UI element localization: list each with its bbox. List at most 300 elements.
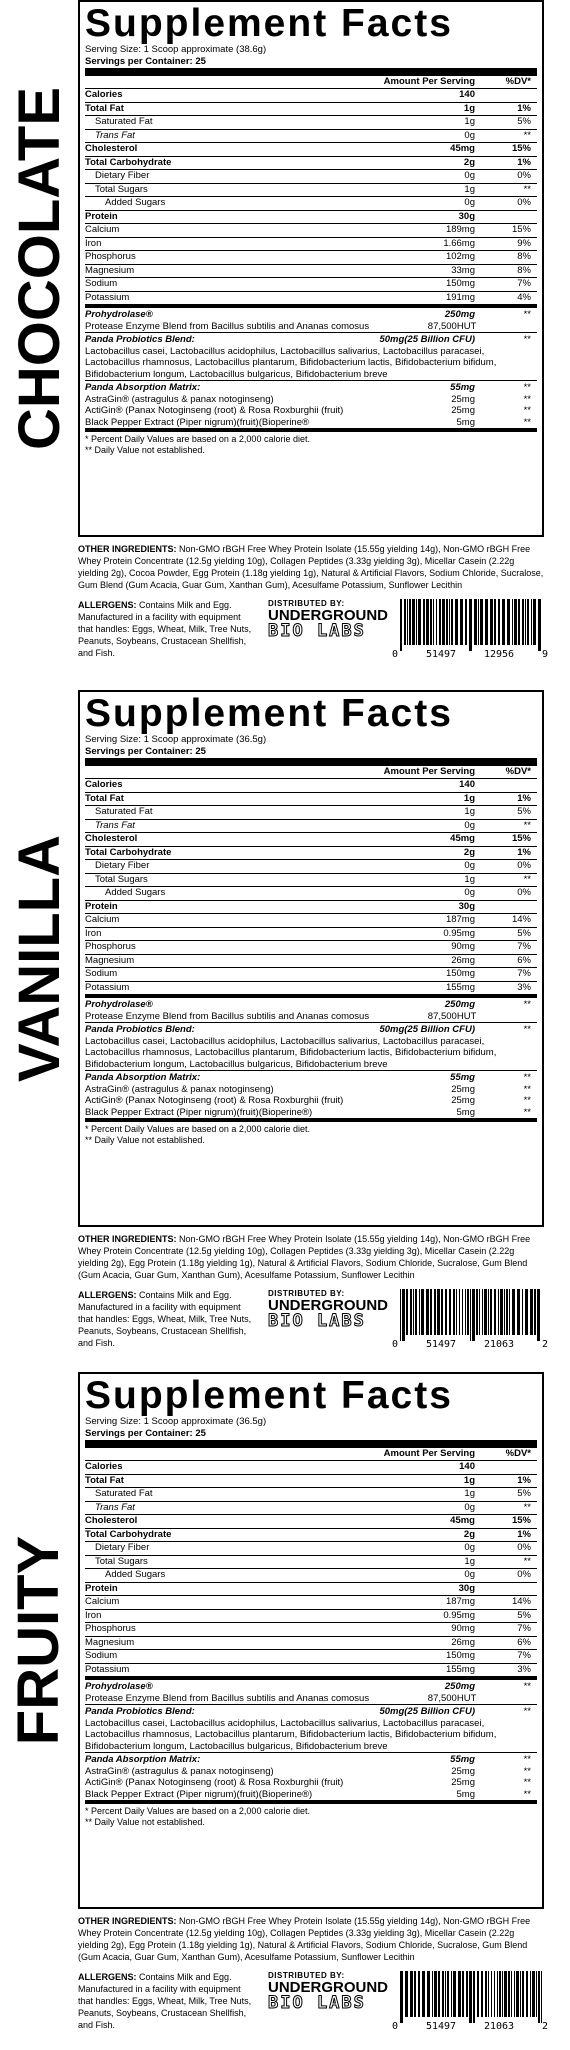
probiotics-block <box>85 1022 537 1070</box>
barcode-bar <box>470 1289 471 1341</box>
barcode-bar <box>479 1289 480 1335</box>
header-dv: %DV* <box>505 766 531 777</box>
barcode-icon <box>398 1289 544 1341</box>
nutrient-row <box>85 900 537 914</box>
other-ingredients <box>78 543 544 591</box>
barcode-bar <box>538 1971 540 2023</box>
mineral-dv: 15% <box>511 224 531 235</box>
barcode-bar <box>469 599 472 651</box>
nutrient-amount: 1g <box>464 873 475 885</box>
barcode-bar <box>488 1289 489 1335</box>
barcode-bar <box>512 1289 515 1335</box>
barcode-bar <box>531 599 532 645</box>
distributor-name: UNDERGROUND <box>268 1979 388 1996</box>
prohydrolase-name: Prohydrolase® <box>85 999 153 1010</box>
mineral-amount: 191mg <box>445 291 475 303</box>
probiotics-strains: Bifidobacterium longum, Lactobacillus bulgaricus, Bifidobacterium breve <box>85 1058 388 1070</box>
prohydrolase-units: 87,500HUT <box>427 1692 477 1704</box>
absorption-item-name: AstraGin® (astragulus & panax notoginseng) <box>85 393 274 405</box>
nutrient-row <box>85 169 537 183</box>
flavor-label <box>0 0 78 537</box>
header-amount: Amount Per Serving <box>383 76 475 87</box>
prohydrolase-dv-blank <box>476 1693 537 1705</box>
barcode-bar <box>485 1971 487 2017</box>
mineral-row <box>85 1595 537 1609</box>
calories-dv <box>475 779 537 792</box>
distributor-name: UNDERGROUND <box>268 1297 388 1314</box>
nutrient-name: Added Sugars <box>105 197 166 208</box>
serving-size: Serving Size: 1 Scoop approximate (36.5g) <box>85 734 267 745</box>
absorption-item-dv: ** <box>523 1095 531 1106</box>
barcode-bar <box>421 1289 424 1335</box>
absorption-item-name: Black Pepper Extract (Piper nigrum)(fruit)(Bioperine®) <box>85 1788 313 1800</box>
barcode-bar <box>400 599 402 651</box>
barcode-bar <box>465 1289 466 1335</box>
barcode-number <box>392 1339 548 1350</box>
barcode-bar <box>442 1971 444 2017</box>
barcode-bar <box>480 599 483 645</box>
mineral-amount: 26mg <box>451 1636 475 1648</box>
distributor-name: UNDERGROUND <box>268 607 388 624</box>
nutrient-dv: 1% <box>517 156 531 168</box>
barcode-number <box>392 649 548 660</box>
nutrient-dv <box>475 901 537 914</box>
supplement-facts-box <box>78 0 544 537</box>
mineral-name: Sodium <box>85 968 118 979</box>
other-ingredients-label: OTHER INGREDIENTS: <box>78 544 177 554</box>
nutrient-dv: ** <box>523 819 531 831</box>
nutrient-name: Saturated Fat <box>95 116 153 127</box>
barcode-bar <box>460 599 463 645</box>
nutrient-row <box>85 102 537 116</box>
nutrient-dv: 0% <box>517 170 531 181</box>
supplement-facts-box <box>78 1372 544 1909</box>
nutrient-dv: ** <box>523 873 531 885</box>
nutrient-name: Protein <box>85 210 118 222</box>
barcode-bar <box>530 1289 533 1335</box>
nutrient-name: Added Sugars <box>105 1569 166 1580</box>
nutrient-amount: 2g <box>463 156 475 168</box>
barcode-bar <box>406 1289 408 1335</box>
mineral-dv: 7% <box>517 278 531 289</box>
allergens-text: Contains Milk and Egg. Manufactured in a facility with equipment that handles: Eggs, Wheat, Milk, Tree Nuts, Peanuts, Soybeans, Crustacean Shellfish, and Fish. <box>78 600 252 658</box>
servings-per-container: Servings per Container: 25 <box>85 1428 206 1439</box>
nutrient-amount: 2g <box>463 846 475 858</box>
allergens <box>78 599 258 659</box>
flavor-label <box>0 1372 78 1909</box>
supplement-facts-box <box>78 690 544 1227</box>
facts-title: Supplement Facts <box>85 2 453 45</box>
distributor-logo <box>268 1289 388 1330</box>
distributor-name-line2: BIO LABS <box>268 1993 366 2013</box>
probiotics-strains: Bifidobacterium longum, Lactobacillus bulgaricus, Bifidobacterium breve <box>85 1740 388 1752</box>
probiotics-block <box>85 1704 537 1752</box>
nutrient-name: Trans Fat <box>95 129 135 141</box>
column-header <box>85 68 537 88</box>
barcode-digits: 2 <box>541 1339 548 1350</box>
barcode-bar <box>490 1289 492 1335</box>
other-ingredients-label: OTHER INGREDIENTS: <box>78 1234 177 1244</box>
mineral-name: Magnesium <box>85 1636 135 1648</box>
mineral-amount: 0.95mg <box>443 927 475 939</box>
nutrient-amount: 30g <box>458 210 475 222</box>
probiotics-name: Panda Probiotics Blend: <box>85 1706 195 1717</box>
nutrient-dv: ** <box>523 1501 531 1513</box>
barcode-bar <box>494 1289 496 1335</box>
barcode-bar <box>446 599 448 645</box>
nutrient-row <box>85 156 537 170</box>
barcode-bar <box>497 1971 498 2017</box>
mineral-dv: 8% <box>517 251 531 262</box>
mineral-row <box>85 940 537 954</box>
header-amount: Amount Per Serving <box>383 766 475 777</box>
barcode-bar <box>522 1971 524 2017</box>
probiotics-name: Panda Probiotics Blend: <box>85 334 195 345</box>
nutrient-row <box>85 1541 537 1555</box>
barcode-bar <box>522 599 524 645</box>
prohydrolase-block <box>85 1676 537 1704</box>
nutrient-amount: 1g <box>464 806 475 817</box>
absorption-item-dv: ** <box>523 1083 531 1095</box>
nutrient-amount: 1g <box>464 1555 475 1567</box>
nutrient-name: Saturated Fat <box>95 806 153 817</box>
mineral-name: Calcium <box>85 224 120 235</box>
absorption-item <box>85 1084 537 1096</box>
barcode-bar <box>434 1289 436 1335</box>
calories-amount: 140 <box>459 1461 475 1472</box>
allergens-text: Contains Milk and Egg. Manufactured in a facility with equipment that handles: Eggs, Wheat, Milk, Tree Nuts, Peanuts, Soybeans, Crustacean Shellfish, and Fish. <box>78 1290 252 1348</box>
absorption-item-dv: ** <box>523 1765 531 1777</box>
barcode-digits: 12956 <box>483 649 515 660</box>
mineral-name: Potassium <box>85 981 130 993</box>
nutrient-amount: 0g <box>464 860 475 871</box>
probiotics-dv: ** <box>523 1706 531 1717</box>
allergens-label: ALLERGENS: <box>78 1972 137 1982</box>
barcode-digits: 2 <box>541 2021 548 2032</box>
distributed-by-label: DISTRIBUTED BY: <box>268 599 345 608</box>
calories-row <box>85 88 537 102</box>
barcode-bar <box>514 1971 515 2017</box>
probiotics-name: Panda Probiotics Blend: <box>85 1024 195 1035</box>
absorption-item-dv: ** <box>523 393 531 405</box>
footnotes <box>85 1800 537 1832</box>
mineral-dv: 7% <box>517 1623 531 1634</box>
allergens <box>78 1289 258 1349</box>
calories-label: Calories <box>85 779 123 790</box>
prohydrolase-desc: Protease Enzyme Blend from Bacillus subtilis and Ananas comosus <box>85 1692 370 1704</box>
barcode-bar <box>509 1289 510 1335</box>
barcode-digits: 0 <box>392 1339 399 1350</box>
nutrient-amount: 0g <box>464 887 475 898</box>
prohydrolase-line <box>85 309 537 321</box>
mineral-dv: 5% <box>517 927 531 939</box>
absorption-item-amount: 25mg <box>451 1083 475 1095</box>
prohydrolase-desc: Protease Enzyme Blend from Bacillus subtilis and Ananas comosus <box>85 1010 370 1022</box>
barcode-bar <box>504 1289 505 1335</box>
nutrient-row <box>85 142 537 156</box>
mineral-name: Sodium <box>85 1650 118 1661</box>
prohydrolase-desc-line <box>85 321 537 333</box>
barcode-bar <box>426 599 429 645</box>
distributor-name-line2: BIO LABS <box>268 1311 366 1331</box>
barcode-bar <box>530 1971 531 2017</box>
barcode-bar <box>459 1289 460 1335</box>
barcode-bar <box>533 599 536 645</box>
probiotics-dv: ** <box>523 1024 531 1035</box>
other-ingredients-text: Non-GMO rBGH Free Whey Protein Isolate (15.55g yielding 14g), Non-GMO rBGH Free Whey Protein Concentrate (12.5g yielding 10g), Collagen Peptides (3.33g yielding 3g), Micellar Casein (2.22g yielding 2g), Egg Protein (1.18g yielding 1g), Natural & Artificial Flavors, Sodium Chloride, Sucralose, Gum Blend (Gum Acacia, Guar Gum, Xanthan Gum), Acesulfame Potassium, Sunflower Lecithin <box>78 1916 531 1962</box>
barcode-bar <box>410 1289 412 1335</box>
prohydrolase-amount: 250mg <box>444 1681 475 1692</box>
nutrient-amount: 30g <box>458 900 475 912</box>
mineral-row <box>85 237 537 251</box>
mineral-dv: 7% <box>517 941 531 952</box>
nutrient-name: Total Carbohydrate <box>85 1528 172 1540</box>
nutrient-name: Total Sugars <box>95 183 148 195</box>
mineral-row <box>85 1609 537 1623</box>
barcode-bar <box>462 1289 463 1335</box>
barcode-bar <box>520 1971 521 2017</box>
nutrient-name: Protein <box>85 900 118 912</box>
nutrient-name: Added Sugars <box>105 887 166 898</box>
barcode-bar <box>527 599 529 645</box>
nutrient-amount: 1g <box>464 183 475 195</box>
barcode-bar <box>507 599 510 645</box>
absorption-item-amount: 25mg <box>451 1765 475 1777</box>
mineral-row <box>85 1636 537 1650</box>
barcode-bar <box>508 1971 510 2017</box>
barcode-bar <box>478 599 479 645</box>
nutrient-amount: 0g <box>464 1501 475 1513</box>
absorption-line <box>85 382 537 394</box>
nutrient-dv: 5% <box>517 1488 531 1499</box>
nutrient-row <box>85 115 537 129</box>
nutrient-dv: 0% <box>517 860 531 871</box>
barcode-bar <box>466 1971 468 2017</box>
barcode-bar <box>462 1971 464 2017</box>
mineral-name: Iron <box>85 237 102 249</box>
flavor-panel <box>0 690 570 1368</box>
nutrient-name: Total Carbohydrate <box>85 156 172 168</box>
nutrient-name: Cholesterol <box>85 833 138 844</box>
barcode-bar <box>447 1971 449 2017</box>
barcode-bar <box>416 599 417 645</box>
probiotics-line <box>85 334 537 346</box>
mineral-name: Magnesium <box>85 264 135 276</box>
nutrient-amount: 45mg <box>450 833 475 844</box>
absorption-item-name: AstraGin® (astragulus & panax notoginseng) <box>85 1083 274 1095</box>
nutrient-name: Saturated Fat <box>95 1488 153 1499</box>
barcode-bar <box>482 1289 483 1335</box>
barcode-bar <box>473 1971 475 2023</box>
absorption-item-dv: ** <box>523 1788 531 1800</box>
nutrient-row <box>85 129 537 143</box>
barcode-bar <box>434 1971 437 2017</box>
absorption-item-amount: 5mg <box>456 416 475 428</box>
mineral-amount: 189mg <box>445 224 475 235</box>
barcode-bar <box>415 1289 417 1335</box>
barcode-bar <box>407 599 408 645</box>
barcode-bar <box>476 1289 478 1335</box>
barcode-bar <box>430 1289 432 1335</box>
nutrient-dv: 1% <box>517 792 531 804</box>
barcode-bar <box>453 1971 456 2017</box>
mineral-name: Potassium <box>85 291 130 303</box>
barcode-bar <box>404 599 406 645</box>
prohydrolase-dv: ** <box>523 309 531 320</box>
barcode-bar <box>439 599 441 645</box>
nutrient-dv: 0% <box>517 887 531 898</box>
prohydrolase-name: Prohydrolase® <box>85 1681 153 1692</box>
barcode-digits: 21063 <box>483 1339 515 1350</box>
nutrient-row <box>85 1528 537 1542</box>
barcode-bar <box>405 1971 408 2017</box>
nutrient-row <box>85 1568 537 1582</box>
barcode-icon <box>398 599 544 651</box>
absorption-item <box>85 1777 537 1789</box>
flavor-panel <box>0 1372 570 2050</box>
barcode-bar <box>422 1971 425 2017</box>
mineral-name: Phosphorus <box>85 941 136 952</box>
barcode-bar <box>438 1971 440 2017</box>
barcode-icon <box>398 1971 544 2023</box>
barcode-bar <box>525 1289 528 1335</box>
barcode-bar <box>536 1971 537 2017</box>
probiotics-amount: 50mg(25 Billion CFU) <box>379 1024 475 1035</box>
footnote: * Percent Daily Values are based on a 2,000 calorie diet. <box>85 1124 310 1134</box>
other-ingredients <box>78 1915 544 1963</box>
absorption-item-amount: 5mg <box>456 1106 475 1118</box>
footnotes <box>85 1118 537 1150</box>
nutrient-name: Total Fat <box>85 792 124 804</box>
nutrient-dv: 5% <box>517 116 531 127</box>
calories-row <box>85 1460 537 1474</box>
barcode-bar <box>451 1971 452 2017</box>
barcode-bar <box>451 599 453 645</box>
barcode-bar <box>477 1971 479 2017</box>
nutrient-amount: 1g <box>464 1488 475 1499</box>
footnote: ** Daily Value not established. <box>85 1817 205 1827</box>
barcode-bar <box>409 599 411 645</box>
allergens-label: ALLERGENS: <box>78 600 137 610</box>
barcode-bar <box>418 1971 420 2017</box>
barcode-bar <box>481 1971 483 2017</box>
absorption-item <box>85 394 537 406</box>
absorption-line <box>85 1754 537 1766</box>
absorption-item-amount: 5mg <box>456 1788 475 1800</box>
mineral-row <box>85 927 537 941</box>
header-amount: Amount Per Serving <box>383 1448 475 1459</box>
flavor-label <box>0 690 78 1227</box>
nutrient-row <box>85 873 537 887</box>
absorption-item-amount: 25mg <box>451 1095 475 1106</box>
nutrient-amount: 45mg <box>450 1515 475 1526</box>
nutrient-name: Total Fat <box>85 1474 124 1486</box>
calories-dv <box>475 1461 537 1474</box>
nutrient-amount: 0g <box>464 1542 475 1553</box>
nutrient-dv <box>475 211 537 224</box>
nutrient-name: Total Carbohydrate <box>85 846 172 858</box>
serving-size: Serving Size: 1 Scoop approximate (38.6g) <box>85 44 267 55</box>
barcode-bar <box>514 599 517 645</box>
nutrient-row <box>85 819 537 833</box>
mineral-amount: 187mg <box>445 914 475 925</box>
mineral-dv: 7% <box>517 968 531 979</box>
nutrient-row <box>85 832 537 846</box>
nutrient-row <box>85 210 537 224</box>
prohydrolase-block <box>85 304 537 332</box>
prohydrolase-name: Prohydrolase® <box>85 309 153 320</box>
probiotics-strains: Lactobacillus rhamnosus, Lactobacillus plantarum, Bifidobacterium lactis, Bifidobacterium bifidum, <box>85 1729 497 1740</box>
nutrient-dv: ** <box>523 1555 531 1567</box>
mineral-amount: 155mg <box>445 1663 475 1675</box>
nutrient-row <box>85 1501 537 1515</box>
barcode-bar <box>500 1289 503 1335</box>
absorption-item-name: Black Pepper Extract (Piper nigrum)(fruit)(Bioperine®) <box>85 1106 313 1118</box>
calories-dv <box>475 89 537 102</box>
calories-amount: 140 <box>459 89 475 100</box>
absorption-amount: 55mg <box>450 382 475 393</box>
mineral-amount: 102mg <box>445 251 475 262</box>
mineral-row <box>85 277 537 291</box>
barcode-bar <box>517 1289 520 1335</box>
nutrient-name: Total Sugars <box>95 873 148 885</box>
footnotes <box>85 428 537 460</box>
mineral-dv: 5% <box>517 1609 531 1621</box>
barcode-digits: 51497 <box>425 649 457 660</box>
absorption-dv: ** <box>523 382 531 393</box>
barcode-bar <box>458 1971 461 2017</box>
absorption-item <box>85 1789 537 1801</box>
absorption-matrix-block <box>85 380 537 428</box>
barcode-bar <box>414 1971 416 2017</box>
nutrient-amount: 0g <box>464 170 475 181</box>
nutrient-dv: 1% <box>517 1474 531 1486</box>
allergens-text: Contains Milk and Egg. Manufactured in a facility with equipment that handles: Eggs, Wheat, Milk, Tree Nuts, Peanuts, Soybeans, Crustacean Shellfish, and Fish. <box>78 1972 252 2030</box>
nutrient-row <box>85 196 537 210</box>
footnote: ** Daily Value not established. <box>85 445 205 455</box>
absorption-item <box>85 405 537 417</box>
probiotics-block <box>85 332 537 380</box>
mineral-name: Magnesium <box>85 954 135 966</box>
prohydrolase-amount: 250mg <box>444 309 475 320</box>
barcode-bar <box>465 599 467 645</box>
header-spacer <box>85 1448 335 1460</box>
barcode-digits: 51497 <box>425 2021 457 2032</box>
mineral-dv: 14% <box>511 914 531 925</box>
nutrient-name: Dietary Fiber <box>95 1542 150 1553</box>
distributor-name-line2: BIO LABS <box>268 621 366 641</box>
prohydrolase-dv: ** <box>523 999 531 1010</box>
barcode-bar <box>538 599 541 651</box>
barcode-bar <box>412 599 415 645</box>
servings-per-container: Servings per Container: 25 <box>85 56 206 67</box>
mineral-row <box>85 1622 537 1636</box>
mineral-amount: 150mg <box>445 968 475 979</box>
absorption-item-amount: 25mg <box>451 1777 475 1788</box>
absorption-dv: ** <box>523 1754 531 1765</box>
barcode-bar <box>537 1289 540 1341</box>
nutrient-amount: 0g <box>464 129 475 141</box>
mineral-row <box>85 250 537 264</box>
barcode-digits: 21063 <box>483 2021 515 2032</box>
absorption-name: Panda Absorption Matrix: <box>85 1072 201 1083</box>
barcode-bar <box>445 1289 447 1335</box>
mineral-row <box>85 913 537 927</box>
barcode-bar <box>437 1289 440 1335</box>
calories-label: Calories <box>85 1461 123 1472</box>
barcode-number <box>392 2021 548 2032</box>
absorption-amount: 55mg <box>450 1754 475 1765</box>
